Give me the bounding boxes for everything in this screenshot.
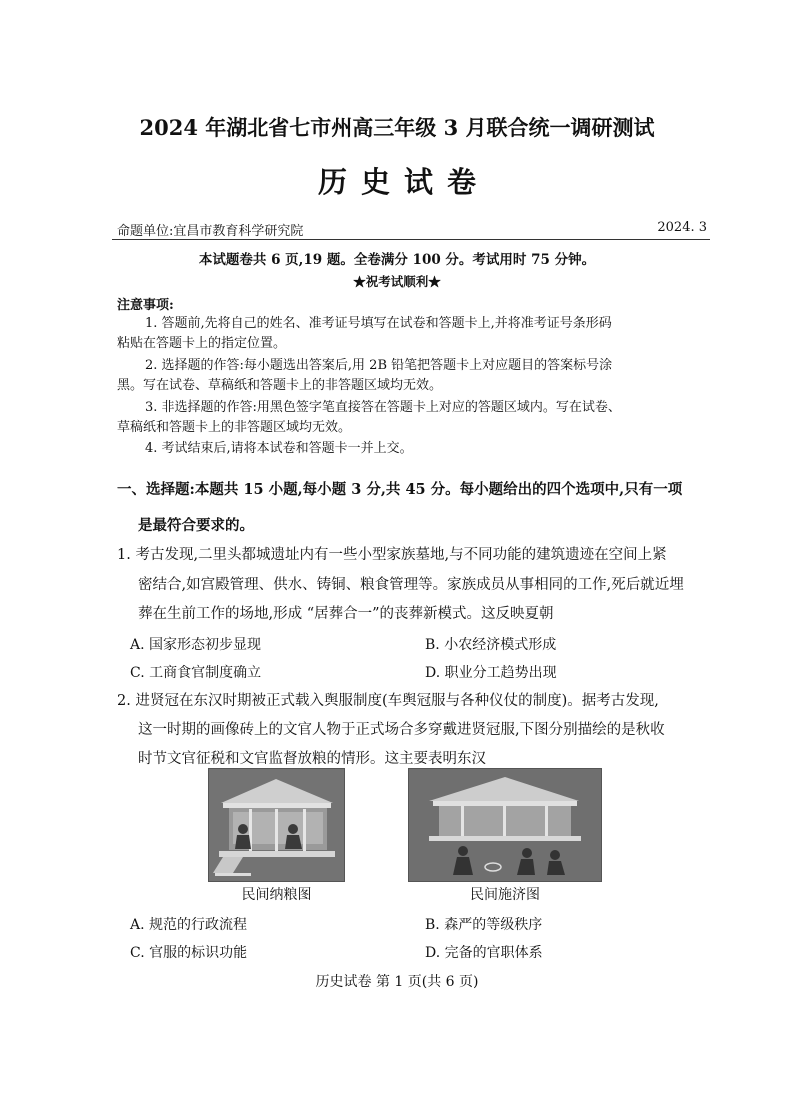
q1-option-b: B. 小农经济模式形成 [425, 637, 557, 653]
exam-scope: 本试题卷共 6 页,19 题。全卷满分 100 分。考试用时 75 分钟。 [198, 252, 596, 268]
question-1-line: 1. 考古发现,二里头都城遗址内有一些小型家族墓地,与不同功能的建筑遗迹在空间上紧 [117, 547, 667, 563]
good-luck-wish: ★祝考试顺利★ [353, 274, 441, 289]
note-line: 黑。写在试卷、草稿纸和答题卡上的非答题区域均无效。 [117, 378, 443, 393]
q1-option-a: A. 国家形态初步显现 [130, 637, 262, 653]
note-line: 2. 选择题的作答:每小题选出答案后,用 2B 铅笔把答题卡上对应题目的答案标号涂 [145, 358, 613, 373]
section-heading: 一、选择题:本题共 15 小题,每小题 3 分,共 45 分。每小题给出的四个选项中,只有一项 [117, 481, 683, 498]
q2-option-d: D. 完备的官职体系 [425, 945, 543, 961]
exam-date: 2024. 3 [657, 220, 707, 235]
image-caption-1: 民间纳粮图 [241, 887, 312, 903]
q2-option-a: A. 规范的行政流程 [130, 917, 248, 933]
info-row [117, 220, 707, 239]
question-2-line: 2. 进贤冠在东汉时期被正式载入舆服制度(车舆冠服与各种仪仗的制度)。据考古发现, [117, 693, 659, 709]
grain-tax-rubbing-image [208, 768, 345, 882]
q2-option-c: C. 官服的标识功能 [130, 945, 248, 961]
section-heading-cont: 是最符合要求的。 [138, 517, 254, 534]
note-line: 草稿纸和答题卡上的非答题区域均无效。 [117, 420, 352, 435]
question-2-line: 时节文官征税和文官监督放粮的情形。这主要表明东汉 [138, 751, 486, 767]
note-line: 粘贴在答题卡上的指定位置。 [117, 336, 287, 351]
question-1-line: 葬在生前工作的场地,形成 “居葬合一”的丧葬新模式。这反映夏朝 [138, 606, 554, 622]
subject-title: 历史试卷 [317, 165, 490, 199]
notes-title: 注意事项: [117, 298, 174, 313]
q2-option-b: B. 森严的等级秩序 [425, 917, 543, 933]
note-line: 4. 考试结束后,请将本试卷和答题卡一并上交。 [145, 441, 413, 456]
image-caption-2: 民间施济图 [470, 887, 540, 903]
note-line: 3. 非选择题的作答:用黑色签字笔直接答在答题卡上对应的答题区域内。写在试卷、 [145, 400, 621, 415]
header-divider [112, 239, 710, 240]
exam-title: 2024 年湖北省七市州高三年级 3 月联合统一调研测试 [139, 115, 655, 140]
question-2-line: 这一时期的画像砖上的文官人物于正式场合多穿戴进贤冠服,下图分别描绘的是秋收 [138, 722, 665, 738]
page-footer: 历史试卷 第 1 页(共 6 页) [315, 974, 479, 990]
q1-option-d: D. 职业分工趋势出现 [425, 665, 557, 681]
setter: 命题单位:宜昌市教育科学研究院 [117, 224, 304, 239]
question-1-line: 密结合,如宫殿管理、供水、铸铜、粮食管理等。家族成员从事相同的工作,死后就近埋 [138, 577, 684, 593]
note-line: 1. 答题前,先将自己的姓名、准考证号填写在试卷和答题卡上,并将准考证号条形码 [145, 316, 612, 331]
relief-rubbing-image [408, 768, 602, 882]
q1-option-c: C. 工商食官制度确立 [130, 665, 262, 681]
